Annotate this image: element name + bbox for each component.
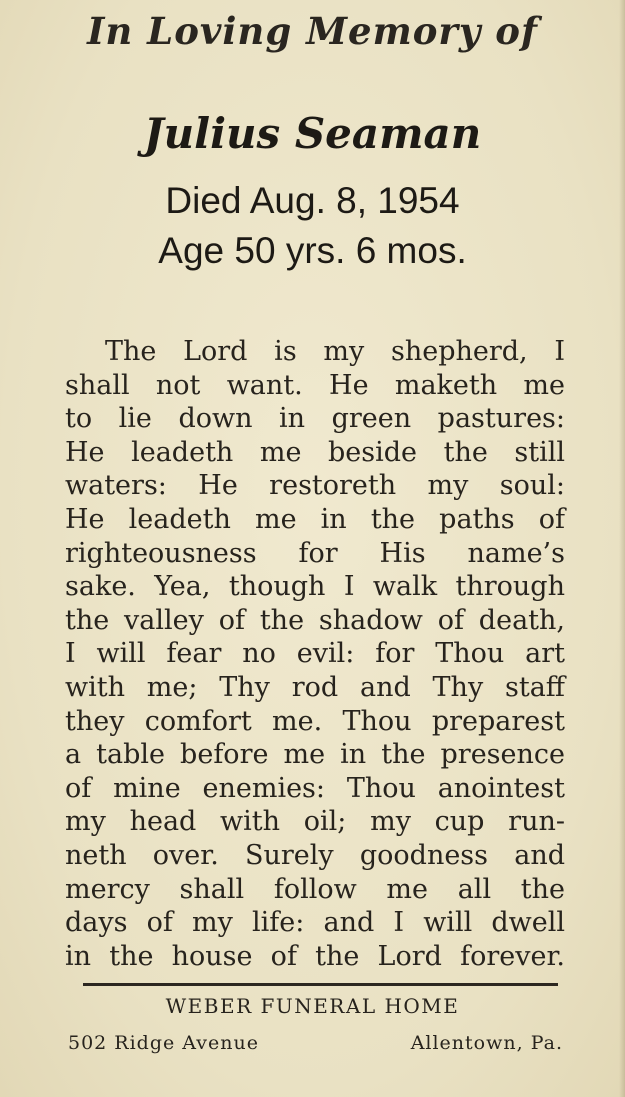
funeral-home-city: Allentown, Pa. [410, 1032, 563, 1054]
verse-line: with me; Thy rod and Thy staff [65, 671, 565, 703]
verse-line: neth over. Surely goodness and [65, 839, 565, 871]
verse-line: my head with oil; my cup run- [65, 806, 565, 838]
psalm-verse [65, 335, 565, 973]
verse-line: they comfort me. Thou preparest [65, 705, 565, 737]
verse-line: a table before me in the presence [65, 739, 565, 771]
verse-line: I will fear no evil: for Thou art [65, 638, 565, 670]
verse-line: The Lord is my shepherd, I [105, 336, 565, 367]
verse-line: of mine enemies: Thou anointest [65, 772, 565, 804]
verse-line: days of my life: and I will dwell [65, 907, 565, 939]
verse-line: to lie down in green pastures: [65, 403, 565, 435]
card-edge-shadow [619, 0, 625, 1097]
memorial-heading: In Loving Memory of [87, 9, 538, 53]
age-at-death: Age 50 yrs. 6 mos. [158, 230, 467, 271]
verse-line: sake. Yea, though I walk through [65, 571, 565, 603]
funeral-home-name: WEBER FUNERAL HOME [165, 994, 460, 1018]
deceased-name: Julius Seaman [143, 109, 482, 158]
date-of-death: Died Aug. 8, 1954 [165, 180, 460, 221]
verse-line: righteousness for His name’s [65, 537, 565, 569]
verse-line: He leadeth me in the paths of [65, 503, 565, 535]
verse-line: mercy shall follow me all the [65, 873, 565, 905]
funeral-home-address: 502 Ridge Avenue [68, 1032, 259, 1054]
divider-rule [83, 983, 558, 986]
verse-line: He leadeth me beside the still [65, 436, 565, 468]
verse-line: waters: He restoreth my soul: [65, 470, 565, 502]
verse-line: shall not want. He maketh me [65, 369, 565, 401]
verse-line: in the house of the Lord forever. [65, 940, 565, 972]
verse-line: the valley of the shadow of death, [65, 604, 565, 636]
